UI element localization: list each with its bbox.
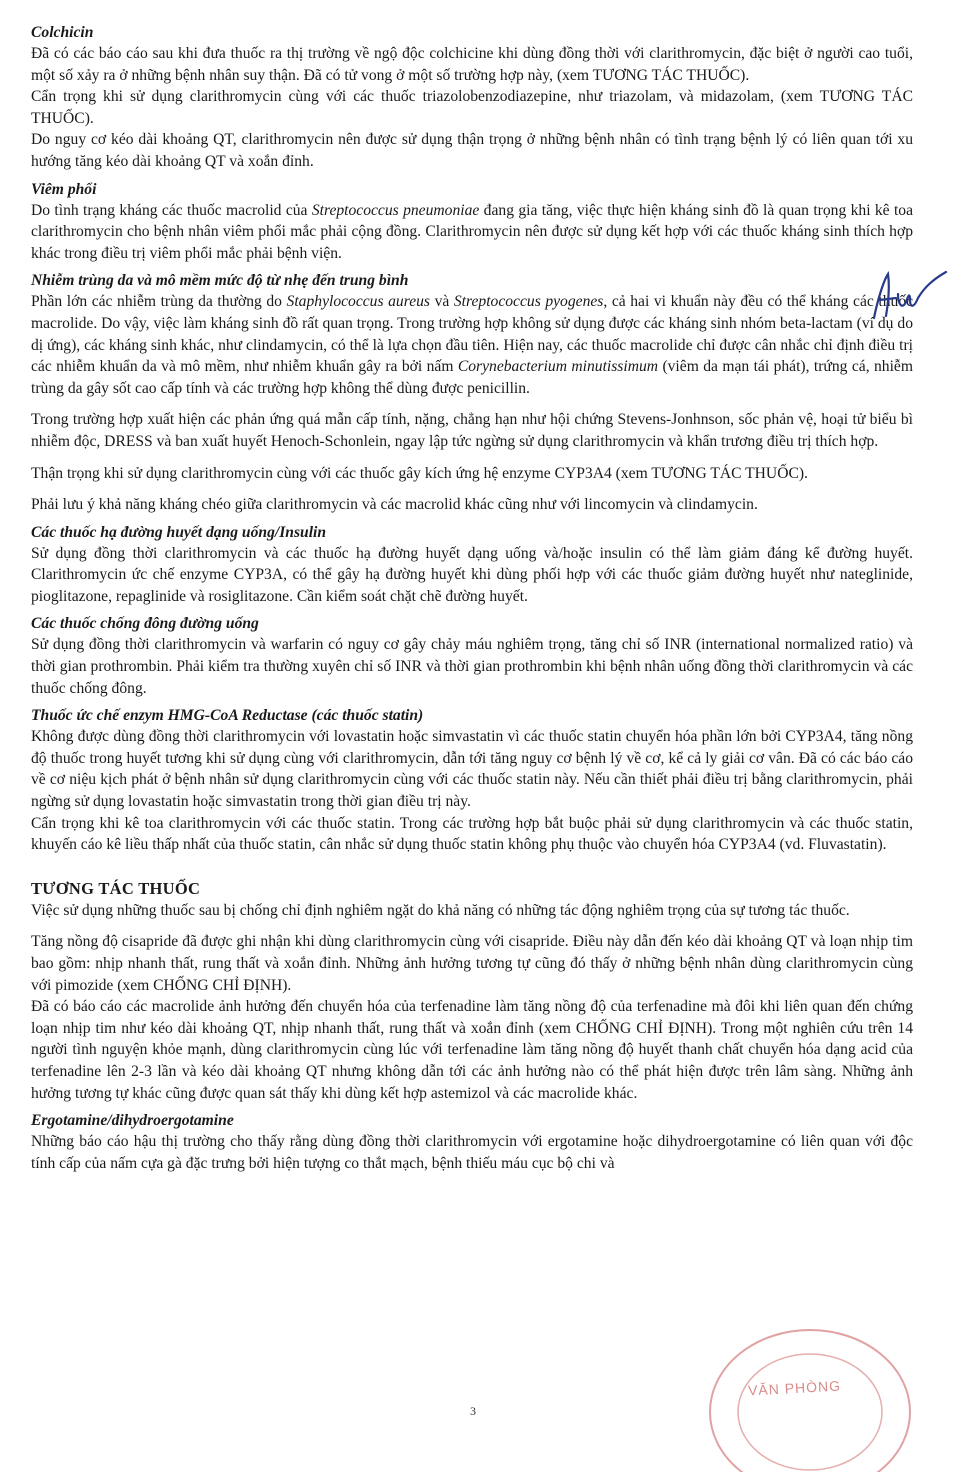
paragraph: Tăng nồng độ cisapride đã được ghi nhận khi dùng clarithromycin cùng với cisapride. Điều này dẫn đến kéo dài khoảng QT và loạn nhịp tim bao gồm: nhịp nhanh thất, rung thất và xoắn đỉnh. Những ảnh hưởng tương tự cũng đó thấy ở những bệnh nhân dùng clarithromycin cùng với pimozide (xem CHỐNG CHỈ ĐỊNH). [31, 933, 913, 994]
section-heading-chong-dong: Các thuốc chống đông đường uống [31, 615, 259, 633]
paragraph: Do tình trạng kháng các thuốc macrolid của Streptococcus pneumoniae đang gia tăng, việc thực hiện kháng sinh đồ là quan trọng khi kê toa clarithromycin cho bệnh nhân viêm phổi mắc phải cộng đồng. Clarithromycin nên được sử dụng kết hợp với các thuốc kháng sinh thích hợp khác trong điều trị viêm phổi mắc phải bệnh viện. [31, 201, 914, 262]
paragraph: Phải lưu ý khả năng kháng chéo giữa clarithromycin và các macrolid khác cũng như với lincomycin và clindamycin. [31, 496, 758, 514]
document-page [31, 22, 913, 1174]
paragraph: Sử dụng đồng thời clarithromycin và các thuốc hạ đường huyết dạng uống và/hoặc insulin có thể làm giảm đáng kể đường huyết. Clarithromycin ức chế enzyme CYP3A, có thể gây hạ đường huyết khi dùng phối hợp với các thuốc giảm đường huyết như nateglinide, pioglitazone, repaglinide và rosiglitazone. Cần kiểm soát chặt chẽ đường huyết. [31, 544, 913, 605]
section-heading-nhiem-trung: Nhiễm trùng da và mô mềm mức độ từ nhẹ đến trung bình [31, 272, 409, 290]
paragraph: Không được dùng đồng thời clarithromycin với lovastatin hoặc simvastatin vì các thuốc statin chuyển hóa phần lớn bởi CYP3A4, tăng nồng độ thuốc trong huyết tương khi sử dụng cùng với clarithromycin, dẫn tới tăng nguy cơ bệnh lý về cơ, kể cả ly giải cơ vân. Đã có các báo cáo về cơ niệu kịch phát ở bệnh nhân sử dụng clarithromycin cùng với các thuốc statin này. Nếu cần thiết phải điều trị bằng clarithromycin, phải ngừng sử dụng lovastatin hoặc simvastatin trong thời gian điều trị này. [31, 728, 913, 811]
paragraph: Do nguy cơ kéo dài khoảng QT, clarithromycin nên được sử dụng thận trọng ở những bệnh nhân có tình trạng bệnh lý có liên quan tới xu hướng tăng kéo dài khoảng QT và xoắn đỉnh. [31, 131, 913, 170]
section-heading-viem-phoi: Viêm phổi [31, 180, 97, 198]
paragraph: Cẩn trọng khi sử dụng clarithromycin cùng với các thuốc triazolobenzodiazepine, như triazolam, và midazolam, (xem TƯƠNG TÁC THUỐC). [31, 88, 913, 127]
handwritten-signature [868, 268, 948, 326]
paragraph: Thận trọng khi sử dụng clarithromycin cùng với các thuốc gây kích ứng hệ enzyme CYP3A4 (xem TƯƠNG TÁC THUỐC). [31, 464, 808, 482]
paragraph: Sử dụng đồng thời clarithromycin và warfarin có nguy cơ gây chảy máu nghiêm trọng, tăng chỉ số INR (international normalized ratio) và thời gian prothrombin. Phải kiểm tra thường xuyên chỉ số INR và thời gian prothrombin khi bệnh nhân uống đồng thời clarithromycin và các thuốc chống đông. [31, 636, 913, 697]
paragraph: Việc sử dụng những thuốc sau bị chống chỉ định nghiêm ngặt do khả năng có những tác động nghiêm trọng của sự tương tác thuốc. [31, 901, 850, 919]
paragraph: Cẩn trọng khi kê toa clarithromycin với các thuốc statin. Trong các trường hợp bắt buộc phải sử dụng clarithromycin và các thuốc statin, khuyến cáo kê liều thấp nhất của thuốc statin, cân nhắc sử dụng thuốc statin không phụ thuộc vào chuyển hóa CYP3A4 (vd. Fluvastatin). [31, 814, 913, 854]
page-number: 3 [470, 1404, 476, 1418]
section-title-tuong-tac-thuoc: TƯƠNG TÁC THUỐC [31, 878, 201, 898]
paragraph: Đã có báo cáo các macrolide ảnh hưởng đến chuyển hóa của terfenadine làm tăng nồng độ của terfenadine mà đôi khi liên quan đến chứng loạn nhịp tim như kéo dài khoảng QT, nhịp nhanh thất, rung thất và xoắn đỉnh (xem CHỐNG CHỈ ĐỊNH). Trong một nghiên cứu trên 14 người tình nguyện khỏe mạnh, dùng clarithromycin cùng lúc với terfenadine làm tăng nồng độ huyết thanh chất chuyển hóa dạng acid của terfenadine lên 2-3 lần và kéo dài khoảng QT nhưng không dẫn tới các ảnh hưởng nào có thể phát hiện được trên lâm sàng. Những ảnh hưởng tương tự khác cũng được quan sát thấy khi dùng kết hợp astemizol và các macrolide khác. [31, 998, 913, 1102]
section-heading-ha-duong-huyet: Các thuốc hạ đường huyết dạng uống/Insulin [31, 523, 327, 541]
section-heading-ergotamine: Ergotamine/dihydroergotamine [31, 1112, 234, 1130]
paragraph: Đã có các báo cáo sau khi đưa thuốc ra thị trường về ngộ độc colchicine khi dùng đồng thời với clarithromycin, đặc biệt ở người cao tuổi, một số xảy ra ở những bệnh nhân suy thận. Đã có tử vong ở một số trường hợp này, (xem TƯƠNG TÁC THUỐC). [31, 45, 913, 84]
section-heading-statin: Thuốc ức chế enzym HMG-CoA Reductase (các thuốc statin) [31, 707, 424, 725]
paragraph: Trong trường hợp xuất hiện các phản ứng quá mẫn cấp tính, nặng, chẳng hạn như hội chứng Stevens-Jonhnson, sốc phản vệ, hoại tử biểu bì nhiễm độc, DRESS và ban xuất huyết Henoch-Schonlein, ngay lập tức ngừng sử dụng clarithromycin và khẩn trương điều trị thích hợp. [31, 411, 913, 450]
official-stamp [690, 1322, 920, 1472]
paragraph: Những báo cáo hậu thị trường cho thấy rằng dùng đồng thời clarithromycin với ergotamine hoặc dihydroergotamine có liên quan với độc tính cấp của nấm cựa gà đặc trưng bởi hiện tượng co thắt mạch, bệnh thiếu máu cục bộ chi và [31, 1133, 913, 1172]
paragraph: Phần lớn các nhiễm trùng da thường do Staphylococcus aureus và Streptococcus pyogenes, cả hai vi khuẩn này đều có thể kháng các thuốc macrolide. Do vậy, việc làm kháng sinh đồ rất quan trọng. Trong trường hợp không sử dụng được các kháng sinh nhóm beta-lactam (ví dụ do dị ứng), các kháng sinh khác, như clindamycin, có thể là lựa chọn đầu tiên. Hiện nay, các thuốc macrolide chỉ được cân nhắc chỉ định điều trị các nhiễm khuẩn da và mô mềm, như nhiễm khuẩn gây ra bởi nấm Corynebacterium minutissimum (viêm da mạn tái phát), trứng cá, nhiễm trùng da gây sốt cao cấp tính và các trường hợp không thể dùng được penicillin. [31, 293, 914, 397]
stamp-text: VĂN PHÒNG [747, 1377, 842, 1399]
section-heading-colchicin: Colchicin [31, 24, 94, 41]
